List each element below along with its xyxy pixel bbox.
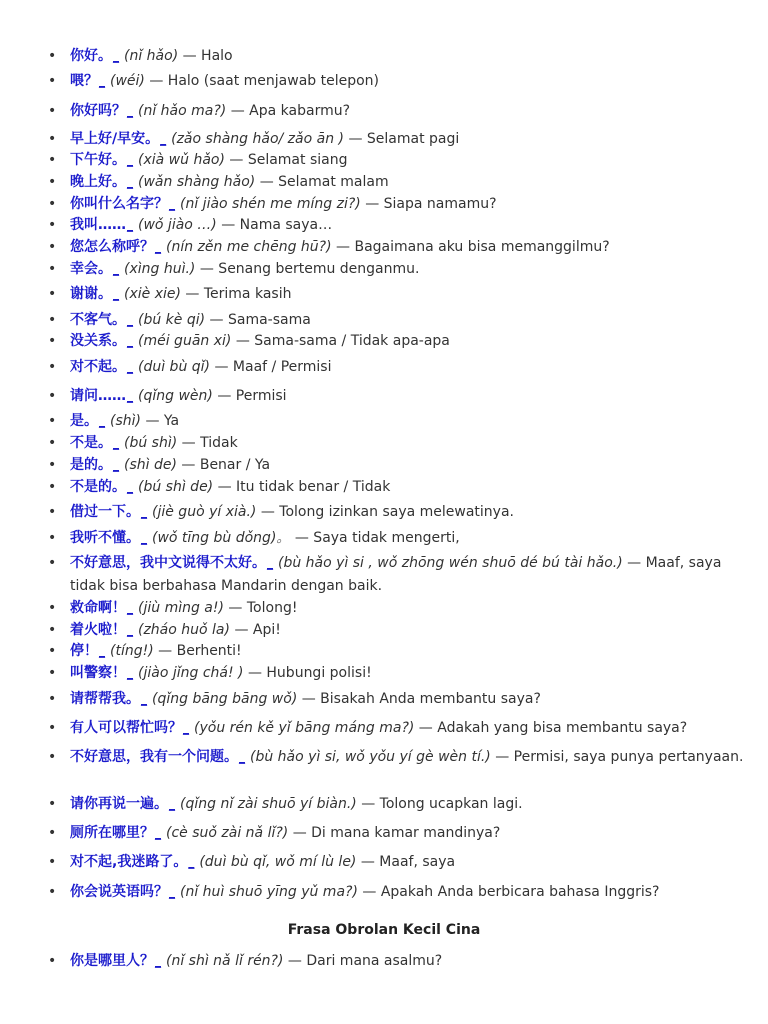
phrase-item	[48, 746, 750, 769]
link-marker[interactable]: _	[127, 360, 133, 374]
phrase-item	[48, 432, 750, 455]
phrase-pinyin: (xiè xie)	[124, 286, 181, 302]
phrase-pinyin: (bú shì de)	[138, 479, 214, 495]
phrase-meaning: — Tolong ucapkan lagi.	[361, 796, 523, 812]
bullet-icon: •	[48, 312, 57, 328]
phrase-hanzi: 请问……	[70, 388, 126, 404]
bullet-icon: •	[48, 555, 57, 571]
bullet-icon: •	[48, 73, 57, 89]
bullet-icon: •	[48, 504, 57, 520]
phrase-meaning: — Sama-sama / Tidak apa-apa	[235, 333, 450, 349]
phrase-hanzi: 停！	[70, 643, 98, 659]
phrase-meaning: — Halo	[182, 48, 233, 64]
phrase-meaning: — Maaf / Permisi	[214, 359, 332, 375]
link-marker[interactable]: _	[188, 855, 195, 869]
phrase-item	[48, 527, 750, 550]
phrase-item	[48, 640, 750, 663]
phrase-meaning: — Selamat malam	[259, 174, 389, 190]
phrase-meaning: — Permisi, saya punya pertanyaan.	[495, 749, 744, 765]
bullet-icon: •	[48, 530, 57, 546]
bullet-icon: •	[48, 643, 57, 659]
phrase-pinyin: (wǒ tīng bù dǒng)。	[152, 530, 291, 546]
phrase-hanzi: 你好。	[70, 48, 112, 64]
phrase-item	[48, 128, 750, 151]
phrase-item	[48, 822, 750, 845]
phrase-hanzi: 幸会。	[70, 261, 112, 277]
link-marker[interactable]: _	[113, 287, 119, 301]
bullet-icon: •	[48, 749, 57, 765]
phrase-hanzi: 是的。	[70, 457, 112, 473]
bullet-icon: •	[48, 286, 57, 302]
link-marker[interactable]: _	[239, 750, 245, 764]
phrase-pinyin: (duì bù qǐ, wǒ mí lù le)	[199, 854, 357, 870]
phrase-hanzi: 不好意思，我中文说得不太好。	[70, 555, 266, 571]
phrase-pinyin: (tíng!)	[110, 643, 154, 659]
bullet-icon: •	[48, 196, 57, 212]
bullet-icon: •	[48, 131, 57, 147]
phrase-item	[48, 171, 750, 194]
phrase-pinyin: (nǐ hǎo ma?)	[138, 103, 227, 119]
phrase-hanzi: 没关系。	[70, 333, 126, 349]
phrase-meaning: — Tidak	[181, 435, 238, 451]
phrase-hanzi: 不好意思，我有一个问题。	[70, 749, 238, 765]
link-marker[interactable]: _	[141, 531, 147, 545]
phrase-hanzi: 喂？	[70, 73, 98, 89]
phrase-hanzi: 厕所在哪里？	[70, 825, 154, 841]
phrase-meaning: — Maaf, saya tidak bisa berbahasa Mandarin dengan baik.	[70, 555, 722, 594]
phrase-hanzi: 我听不懂。	[70, 530, 140, 546]
phrase-item	[48, 950, 750, 973]
phrase-item	[48, 454, 750, 477]
phrase-item	[48, 258, 750, 281]
phrase-meaning: — Senang bertemu denganmu.	[199, 261, 420, 277]
phrase-pinyin: (nǐ jiào shén me míng zi?)	[180, 196, 361, 212]
phrase-item	[48, 330, 750, 353]
link-marker[interactable]: _	[169, 197, 175, 211]
phrase-meaning: — Permisi	[217, 388, 287, 404]
phrase-pinyin: (xìng huì.)	[124, 261, 196, 277]
phrase-meaning: — Ya	[145, 413, 180, 429]
phrase-hanzi: 请你再说一遍。	[70, 796, 168, 812]
phrase-pinyin: (wéi)	[110, 73, 145, 89]
link-marker[interactable]: _	[113, 49, 119, 63]
phrase-pinyin: (nín zěn me chēng hū?)	[166, 239, 332, 255]
link-marker[interactable]: _	[99, 74, 105, 88]
link-marker[interactable]: _	[169, 797, 175, 811]
link-marker[interactable]: _	[160, 132, 167, 146]
phrase-meaning: — Selamat siang	[229, 152, 348, 168]
phrase-pinyin: (wǒ jiào …)	[138, 217, 217, 233]
phrase-pinyin: (shì de)	[124, 457, 177, 473]
phrase-item	[48, 100, 750, 123]
phrase-item	[48, 851, 750, 874]
phrase-pinyin: (qǐng wèn)	[138, 388, 213, 404]
phrase-pinyin: (nǐ hǎo)	[124, 48, 179, 64]
phrase-meaning: — Tolong!	[228, 600, 298, 616]
phrase-hanzi: 着火啦！	[70, 622, 126, 638]
link-marker[interactable]: _	[113, 458, 119, 472]
link-marker[interactable]: _	[127, 104, 133, 118]
bullet-icon: •	[48, 622, 57, 638]
link-marker[interactable]: _	[127, 313, 133, 327]
phrase-hanzi: 对不起。	[70, 359, 126, 375]
link-marker[interactable]: _	[141, 505, 147, 519]
bullet-icon: •	[48, 479, 57, 495]
phrase-meaning: — Hubungi polisi!	[247, 665, 372, 681]
bullet-icon: •	[48, 174, 57, 190]
phrase-item	[48, 236, 750, 259]
phrase-meaning: — Di mana kamar mandinya?	[292, 825, 501, 841]
bullet-icon: •	[48, 239, 57, 255]
phrase-pinyin: (nǐ huì shuō yīng yǔ ma?)	[180, 884, 358, 900]
bullet-icon: •	[48, 413, 57, 429]
phrase-hanzi: 下午好。	[70, 152, 126, 168]
bullet-icon: •	[48, 600, 57, 616]
phrase-item	[48, 717, 750, 740]
bullet-icon: •	[48, 359, 57, 375]
bullet-icon: •	[48, 261, 57, 277]
phrase-hanzi: 谢谢。	[70, 286, 112, 302]
phrase-meaning: — Tolong izinkan saya melewatinya.	[260, 504, 514, 520]
link-marker[interactable]: _	[127, 153, 133, 167]
phrase-pinyin: (jiào jǐng chá! )	[138, 665, 244, 681]
phrase-hanzi: 借过一下。	[70, 504, 140, 520]
bullet-icon: •	[48, 152, 57, 168]
phrase-hanzi: 我叫……	[70, 217, 126, 233]
phrase-hanzi: 对不起,我迷路了。	[70, 854, 188, 870]
link-marker[interactable]: _	[155, 954, 161, 968]
phrase-pinyin: (cè suǒ zài nǎ lǐ?)	[166, 825, 289, 841]
phrase-item	[48, 214, 750, 237]
phrase-meaning: — Bagaimana aku bisa memanggilmu?	[336, 239, 610, 255]
phrase-item	[48, 688, 750, 711]
phrase-pinyin: (nǐ shì nǎ lǐ rén?)	[166, 953, 284, 969]
phrase-meaning: — Apakah Anda berbicara bahasa Inggris?	[362, 884, 660, 900]
phrase-meaning: — Selamat pagi	[348, 131, 460, 147]
phrase-item	[48, 193, 750, 216]
link-marker[interactable]: _	[141, 692, 147, 706]
link-marker[interactable]: _	[127, 175, 133, 189]
phrase-hanzi: 请帮帮我。	[70, 691, 140, 707]
phrase-meaning: — Api!	[234, 622, 281, 638]
section-heading: Frasa Obrolan Kecil Cina	[287, 922, 481, 938]
phrase-hanzi: 你是哪里人？	[70, 953, 154, 969]
phrase-pinyin: (qǐng nǐ zài shuō yí biàn.)	[180, 796, 357, 812]
phrase-item	[48, 552, 750, 598]
phrase-hanzi: 不是。	[70, 435, 112, 451]
phrase-item	[48, 793, 750, 816]
phrase-hanzi: 不是的。	[70, 479, 126, 495]
bullet-icon: •	[48, 333, 57, 349]
phrase-meaning: — Benar / Ya	[181, 457, 271, 473]
link-marker[interactable]: _	[99, 414, 105, 428]
phrase-meaning: — Saya tidak mengerti,	[294, 530, 460, 546]
link-marker[interactable]: _	[127, 623, 133, 637]
phrase-meaning: — Dari mana asalmu?	[287, 953, 443, 969]
bullet-icon: •	[48, 854, 57, 870]
phrase-meaning: — Terima kasih	[185, 286, 292, 302]
phrase-item	[48, 45, 750, 68]
phrase-meaning: — Siapa namamu?	[365, 196, 497, 212]
phrase-pinyin: (yǒu rén kě yǐ bāng máng ma?)	[194, 720, 415, 736]
bullet-icon: •	[48, 435, 57, 451]
phrase-hanzi: 不客气。	[70, 312, 126, 328]
phrase-hanzi: 有人可以帮忙吗？	[70, 720, 182, 736]
phrase-item	[48, 385, 750, 408]
phrase-meaning: — Itu tidak benar / Tidak	[217, 479, 391, 495]
phrase-item	[48, 70, 750, 93]
bullet-icon: •	[48, 720, 57, 736]
phrase-meaning: — Halo (saat menjawab telepon)	[149, 73, 380, 89]
bullet-icon: •	[48, 388, 57, 404]
phrase-meaning: — Maaf, saya	[360, 854, 456, 870]
phrase-hanzi: 你好吗？	[70, 103, 126, 119]
link-marker[interactable]: _	[169, 885, 175, 899]
link-marker[interactable]: _	[127, 389, 133, 403]
phrase-pinyin: (zǎo shàng hǎo/ zǎo ān )	[171, 131, 344, 147]
phrase-hanzi: 早上好/早安。	[70, 131, 160, 147]
link-marker[interactable]: _	[113, 436, 119, 450]
bullet-icon: •	[48, 217, 57, 233]
phrase-pinyin: (méi guān xi)	[138, 333, 232, 349]
phrase-item	[48, 619, 750, 642]
phrase-item	[48, 309, 750, 332]
phrase-item	[48, 597, 750, 620]
link-marker[interactable]: _	[127, 334, 133, 348]
phrase-item	[48, 356, 750, 379]
phrase-hanzi: 你叫什么名字？	[70, 196, 168, 212]
link-marker[interactable]: _	[99, 644, 105, 658]
phrase-meaning: — Bisakah Anda membantu saya?	[301, 691, 541, 707]
bullet-icon: •	[48, 884, 57, 900]
bullet-icon: •	[48, 796, 57, 812]
phrase-hanzi: 叫警察！	[70, 665, 126, 681]
link-marker[interactable]: _	[127, 480, 133, 494]
link-marker[interactable]: _	[155, 240, 161, 254]
phrase-meaning: — Apa kabarmu?	[230, 103, 351, 119]
phrase-item	[48, 283, 750, 306]
link-marker[interactable]: _	[267, 556, 273, 570]
bullet-icon: •	[48, 825, 57, 841]
bullet-icon: •	[48, 953, 57, 969]
phrase-item	[48, 501, 750, 524]
link-marker[interactable]: _	[113, 262, 119, 276]
phrase-pinyin: (bù hǎo yì si, wǒ yǒu yí gè wèn tí.)	[250, 749, 491, 765]
bullet-icon: •	[48, 691, 57, 707]
phrase-item	[48, 662, 750, 685]
link-marker[interactable]: _	[183, 721, 189, 735]
phrase-hanzi: 您怎么称呼？	[70, 239, 154, 255]
phrase-hanzi: 晚上好。	[70, 174, 126, 190]
bullet-icon: •	[48, 457, 57, 473]
phrase-hanzi: 是。	[70, 413, 98, 429]
link-marker[interactable]: _	[127, 601, 133, 615]
phrase-pinyin: (duì bù qǐ)	[138, 359, 211, 375]
phrase-hanzi: 你会说英语吗？	[70, 884, 168, 900]
phrase-item	[48, 149, 750, 172]
phrase-pinyin: (bú shì)	[124, 435, 178, 451]
phrase-hanzi: 救命啊！	[70, 600, 126, 616]
bullet-icon: •	[48, 665, 57, 681]
bullet-icon: •	[48, 103, 57, 119]
phrase-item	[48, 881, 750, 904]
phrase-meaning: — Sama-sama	[209, 312, 311, 328]
phrase-pinyin: (bù hǎo yì si , wǒ zhōng wén shuō dé bú tài hǎo.)	[278, 555, 623, 571]
phrase-pinyin: (jiù mìng a!)	[138, 600, 224, 616]
phrase-item	[48, 476, 750, 499]
bullet-icon: •	[48, 48, 57, 64]
phrase-item	[48, 410, 750, 433]
phrase-meaning: — Adakah yang bisa membantu saya?	[418, 720, 688, 736]
link-marker[interactable]: _	[155, 826, 161, 840]
phrase-pinyin: (shì)	[110, 413, 141, 429]
phrase-pinyin: (zháo huǒ la)	[138, 622, 230, 638]
phrase-pinyin: (bú kè qi)	[138, 312, 206, 328]
phrase-meaning: — Nama saya…	[221, 217, 333, 233]
link-marker[interactable]: _	[127, 218, 133, 232]
phrase-pinyin: (xià wǔ hǎo)	[138, 152, 225, 168]
phrase-pinyin: (jiè guò yí xià.)	[152, 504, 257, 520]
link-marker[interactable]: _	[127, 666, 133, 680]
phrase-pinyin: (qǐng bāng bāng wǒ)	[152, 691, 298, 707]
phrase-pinyin: (wǎn shàng hǎo)	[138, 174, 256, 190]
phrase-meaning: — Berhenti!	[158, 643, 242, 659]
